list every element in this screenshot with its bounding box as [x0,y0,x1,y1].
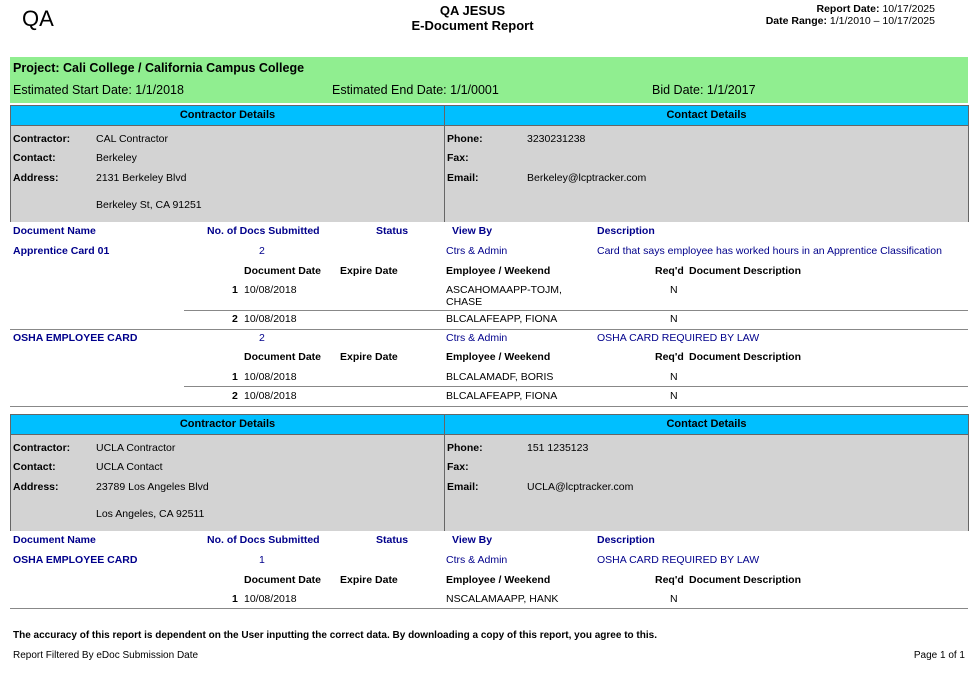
row-date: 10/08/2018 [244,313,297,325]
contractor-details-header: Contractor Details [10,105,445,126]
row-date: 10/08/2018 [244,284,297,296]
contractor-label: Contractor: [13,442,71,454]
phone-label: Phone: [447,442,483,454]
phone-value: 151 1235123 [527,442,589,454]
email-value: UCLA@lcptracker.com [527,481,634,493]
document-view-by: Ctrs & Admin [446,554,508,566]
document-count: 1 [259,554,265,566]
col-status: Status [376,534,409,546]
filter-note: Report Filtered By eDoc Submission Date [13,650,199,661]
address-line2: Berkeley St, CA 91251 [96,199,202,211]
row-employee: NSCALAMAAPP, HANK [446,593,559,605]
sub-employee: Employee / Weekend [446,574,551,586]
phone-label: Phone: [447,133,483,145]
sub-expire-date: Expire Date [340,351,398,363]
contractor-value: CAL Contractor [96,133,168,145]
fax-label: Fax: [447,461,469,473]
sub-reqd: Req'd [655,351,684,363]
logo: QA [0,0,74,40]
bid-date [652,83,756,97]
contact-details-header: Contact Details [444,414,969,435]
row-reqd: N [670,390,678,402]
row-number: 1 [232,284,238,296]
sub-expire-date: Expire Date [340,574,398,586]
address-line1: 23789 Los Angeles Blvd [96,481,209,493]
document-divider [10,406,968,407]
project-banner [10,57,968,103]
contractor-panel [10,126,445,222]
sub-employee: Employee / Weekend [446,265,551,277]
col-document-name: Document Name [13,534,96,546]
bid-date-value: 1/1/2017 [706,83,756,97]
sub-doc-desc: Document Description [689,265,802,277]
document-description: OSHA CARD REQUIRED BY LAW [597,554,760,566]
row-reqd: N [670,593,678,605]
sub-reqd: Req'd [655,265,684,277]
row-divider [184,310,968,311]
report-date-label: Report Date: [816,3,880,15]
phone-value: 3230231238 [527,133,586,145]
contact-panel [444,435,969,531]
sub-reqd: Req'd [655,574,684,586]
row-date: 10/08/2018 [244,371,297,383]
col-view-by: View By [452,534,493,546]
document-name: OSHA EMPLOYEE CARD [13,554,138,566]
document-view-by: Ctrs & Admin [446,332,508,344]
report-meta [766,3,935,27]
document-divider [10,329,968,330]
sub-doc-date: Document Date [244,351,322,363]
sub-doc-desc: Document Description [689,351,802,363]
sub-doc-desc: Document Description [689,574,802,586]
row-date: 10/08/2018 [244,390,297,402]
row-employee: ASCAHOMAAPP-TOJM, CHASE [446,284,562,308]
address-line1: 2131 Berkeley Blvd [96,172,187,184]
contractor-details-header: Contractor Details [10,414,445,435]
sub-employee: Employee / Weekend [446,351,551,363]
start-label: Estimated Start Date: [13,83,132,97]
company-name: QA JESUS [439,3,506,18]
sub-expire-date: Expire Date [340,265,398,277]
estimated-start [13,83,184,97]
col-status: Status [376,225,409,237]
contact-label: Contact: [13,461,56,473]
start-date: 1/1/2018 [135,83,184,97]
row-reqd: N [670,313,678,325]
row-number: 1 [232,593,238,605]
contractor-panel [10,435,445,531]
col-view-by: View By [452,225,493,237]
date-range: 1/1/2010 – 10/17/2025 [829,15,935,27]
end-date: 1/1/0001 [450,83,499,97]
estimated-end [332,83,499,97]
row-number: 2 [232,313,238,325]
col-num-docs: No. of Docs Submitted [207,225,320,237]
project-title: Project: Cali College / California Campus College [13,61,305,75]
row-employee: BLCALAMADF, BORIS [446,371,554,383]
document-count: 2 [259,245,265,257]
document-divider [10,608,968,609]
sub-doc-date: Document Date [244,265,322,277]
disclaimer: The accuracy of this report is dependent on the User inputting the correct data. By downloading a copy of this report, you agree to this. [13,630,657,641]
row-divider [184,386,968,387]
address-label: Address: [13,481,59,493]
sub-doc-date: Document Date [244,574,322,586]
document-description: Card that says employee has worked hours in an Apprentice Classification [597,245,942,257]
email-label: Email: [447,172,479,184]
col-num-docs: No. of Docs Submitted [207,534,320,546]
document-count: 2 [259,332,265,344]
date-range-label: Date Range: [765,15,827,27]
document-view-by: Ctrs & Admin [446,245,508,257]
document-description: OSHA CARD REQUIRED BY LAW [597,332,760,344]
report-title: E-Document Report [411,18,534,33]
col-description: Description [597,225,655,237]
contact-value: Berkeley [96,152,137,164]
contact-label: Contact: [13,152,56,164]
row-employee: BLCALAFEAPP, FIONA [446,390,558,402]
document-name: OSHA EMPLOYEE CARD [13,332,138,344]
col-description: Description [597,534,655,546]
contact-details-header: Contact Details [444,105,969,126]
email-value: Berkeley@lcptracker.com [527,172,647,184]
address-line2: Los Angeles, CA 92511 [96,508,205,520]
address-label: Address: [13,172,59,184]
bid-label: Bid Date: [652,83,704,97]
row-employee: BLCALAFEAPP, FIONA [446,313,558,325]
row-reqd: N [670,284,678,296]
email-label: Email: [447,481,479,493]
fax-label: Fax: [447,152,469,164]
contractor-value: UCLA Contractor [96,442,176,454]
end-label: Estimated End Date: [332,83,447,97]
row-date: 10/08/2018 [244,593,297,605]
row-number: 1 [232,371,238,383]
col-document-name: Document Name [13,225,96,237]
page-number: Page 1 of 1 [913,650,965,661]
contractor-label: Contractor: [13,133,71,145]
report-heading [370,3,575,33]
contact-panel [444,126,969,222]
row-number: 2 [232,390,238,402]
row-reqd: N [670,371,678,383]
contact-value: UCLA Contact [96,461,163,473]
report-date: 10/17/2025 [882,3,935,15]
document-name: Apprentice Card 01 [13,245,110,257]
